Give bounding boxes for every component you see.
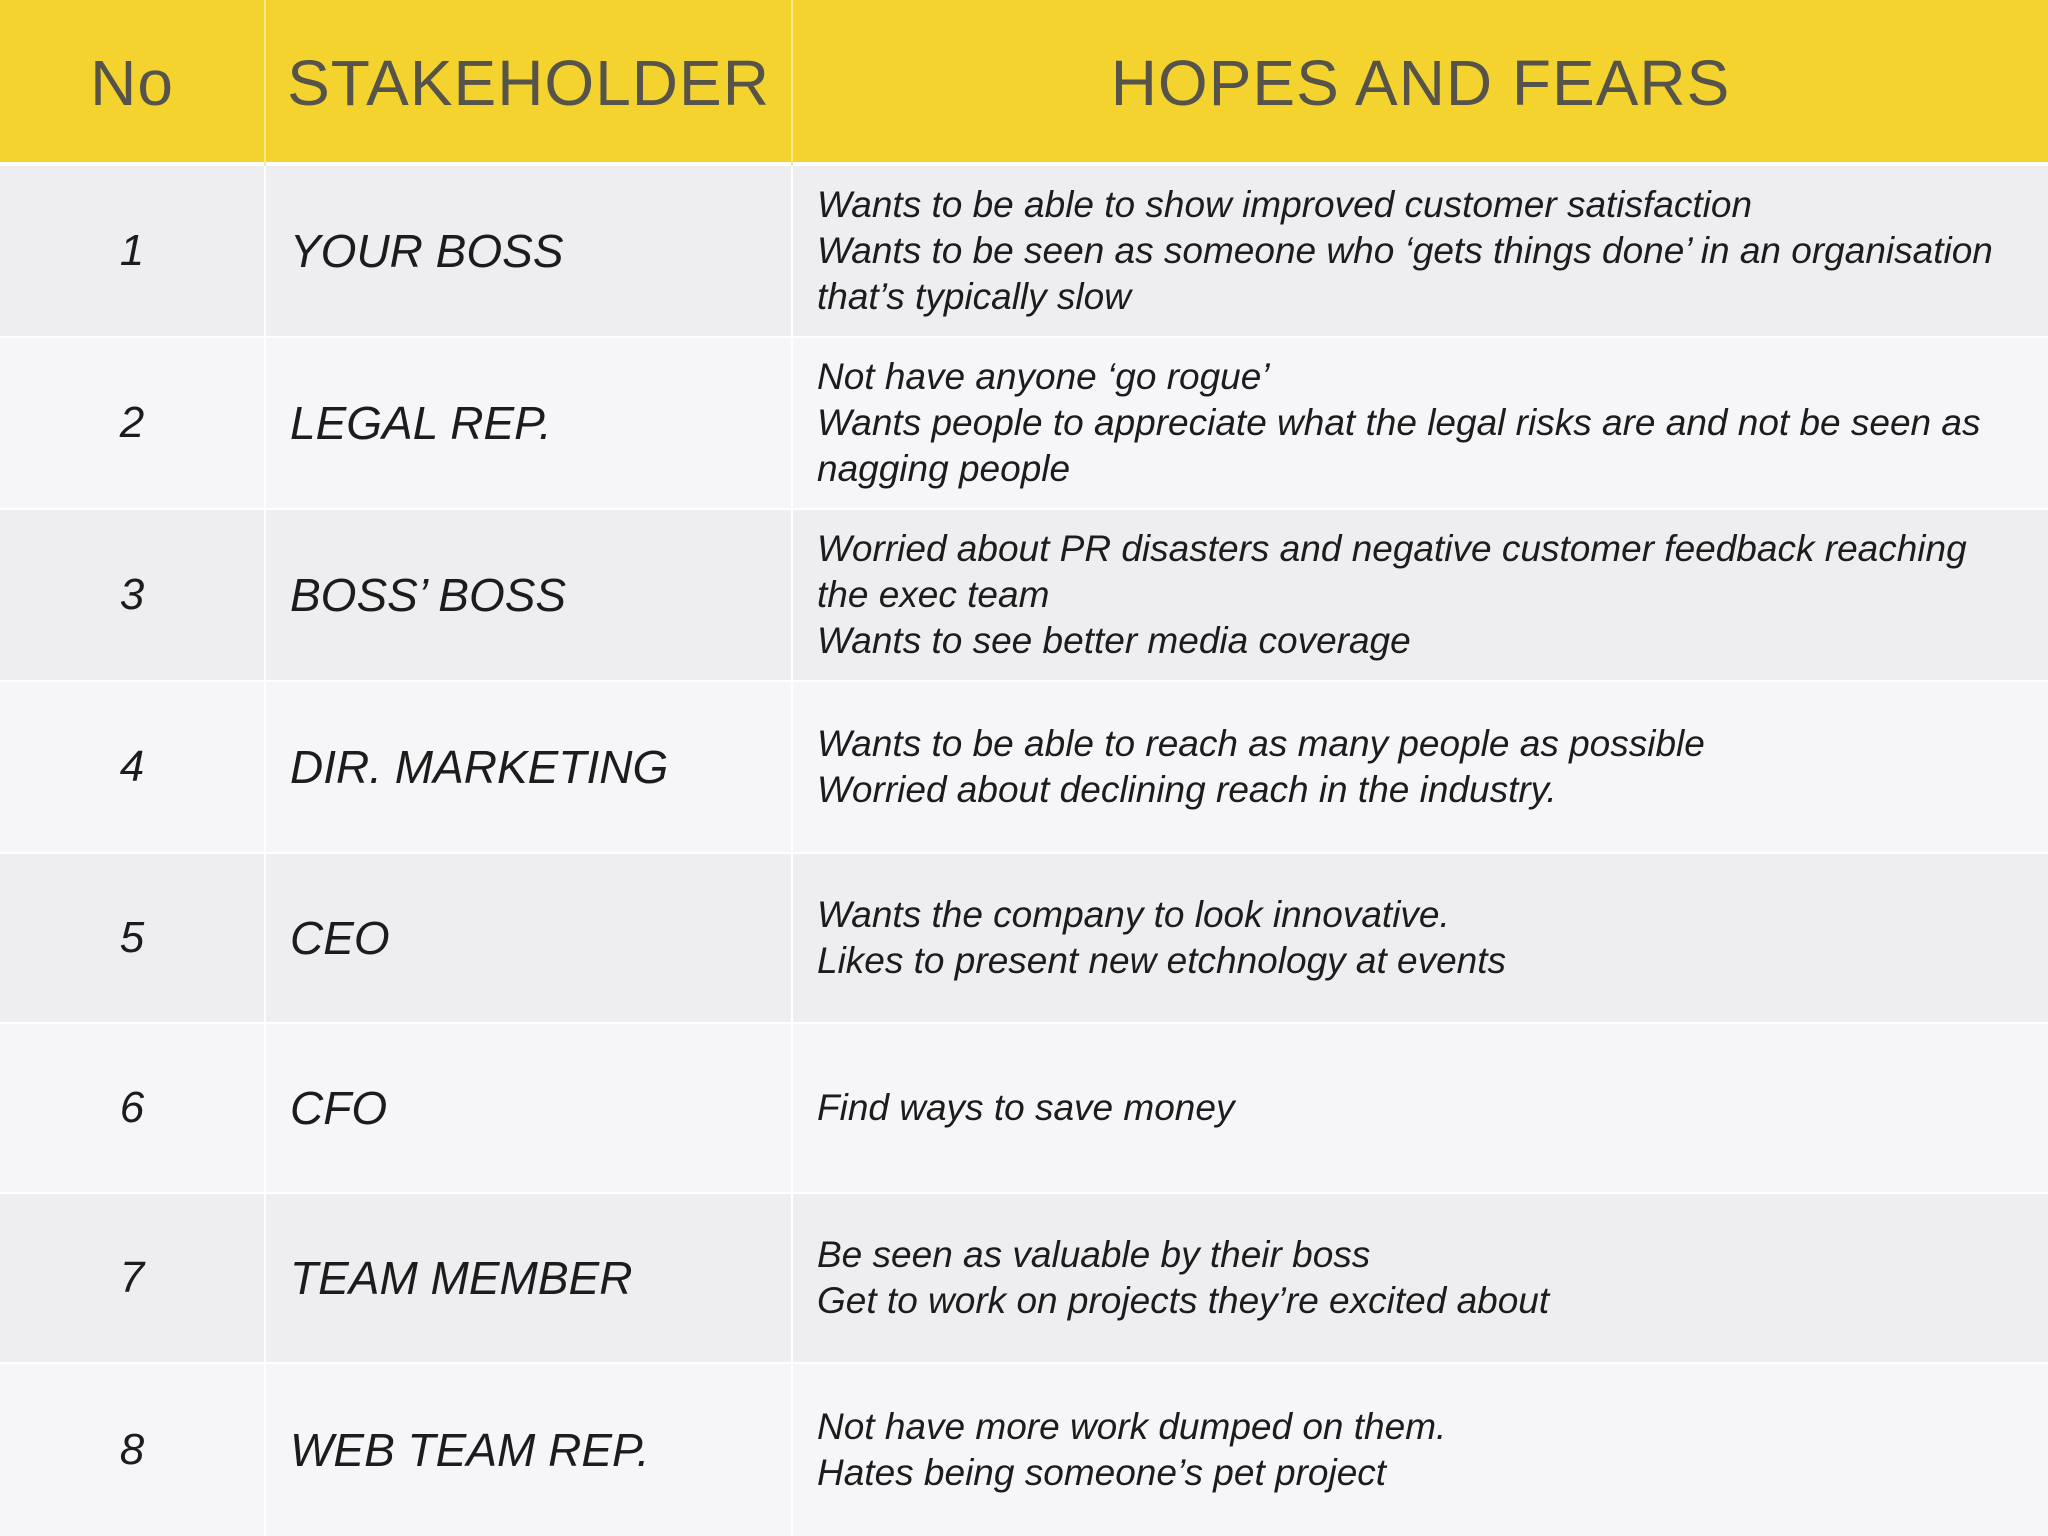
hopes-and-fears-cell (793, 854, 2048, 1022)
row-number: 5 (0, 854, 266, 1022)
stakeholder-name: BOSS’ BOSS (266, 510, 793, 680)
table-row (0, 1364, 2048, 1536)
hopes-and-fears-cell (793, 682, 2048, 852)
header-hopes-and-fears: HOPES AND FEARS (1110, 47, 1731, 119)
hopes-and-fears-text: Worried about PR disasters and negative customer feedback reaching the exec team Wants to see better media coverage (817, 528, 1967, 661)
table-row (0, 338, 2048, 510)
table-row (0, 1194, 2048, 1364)
header-stakeholder: STAKEHOLDER (266, 0, 793, 166)
table-row (0, 682, 2048, 854)
hopes-and-fears-cell (793, 1024, 2048, 1192)
stakeholder-name: CEO (266, 854, 793, 1022)
hopes-and-fears-text: Find ways to save money (817, 1087, 1235, 1128)
table-header-row (0, 0, 2048, 166)
hopes-and-fears-text: Wants to be able to show improved customer satisfaction Wants to be seen as someone who ‘gets things done’ in an organisation that’s typically slow (817, 184, 1993, 317)
hopes-and-fears-text: Wants to be able to reach as many people as possible Worried about declining reach in the industry. (817, 723, 1705, 810)
table-row (0, 510, 2048, 682)
hopes-and-fears-text: Wants the company to look innovative. Likes to present new etchnology at events (817, 894, 1507, 981)
stakeholder-name: WEB TEAM REP. (266, 1364, 793, 1536)
stakeholder-name: CFO (266, 1024, 793, 1192)
header-no: No (0, 0, 266, 166)
row-number: 4 (0, 682, 266, 852)
stakeholder-name: TEAM MEMBER (266, 1194, 793, 1362)
hopes-and-fears-text: Not have more work dumped on them. Hates being someone’s pet project (817, 1406, 1447, 1493)
hopes-and-fears-cell (793, 1364, 2048, 1536)
row-number: 8 (0, 1364, 266, 1536)
hopes-and-fears-text: Be seen as valuable by their boss Get to work on projects they’re excited about (817, 1234, 1550, 1321)
table-row (0, 1024, 2048, 1194)
stakeholder-name: LEGAL REP. (266, 338, 793, 508)
row-number: 7 (0, 1194, 266, 1362)
table-row (0, 854, 2048, 1024)
row-number: 6 (0, 1024, 266, 1192)
hopes-and-fears-cell (793, 1194, 2048, 1362)
hopes-and-fears-text: Not have anyone ‘go rogue’ Wants people to appreciate what the legal risks are and not be seen as nagging people (817, 356, 1981, 489)
row-number: 1 (0, 166, 266, 336)
stakeholder-name: YOUR BOSS (266, 166, 793, 336)
hopes-and-fears-cell (793, 510, 2048, 680)
hopes-and-fears-cell (793, 166, 2048, 336)
stakeholder-name: DIR. MARKETING (266, 682, 793, 852)
hopes-and-fears-cell (793, 338, 2048, 508)
table-row (0, 166, 2048, 338)
row-number: 2 (0, 338, 266, 508)
row-number: 3 (0, 510, 266, 680)
